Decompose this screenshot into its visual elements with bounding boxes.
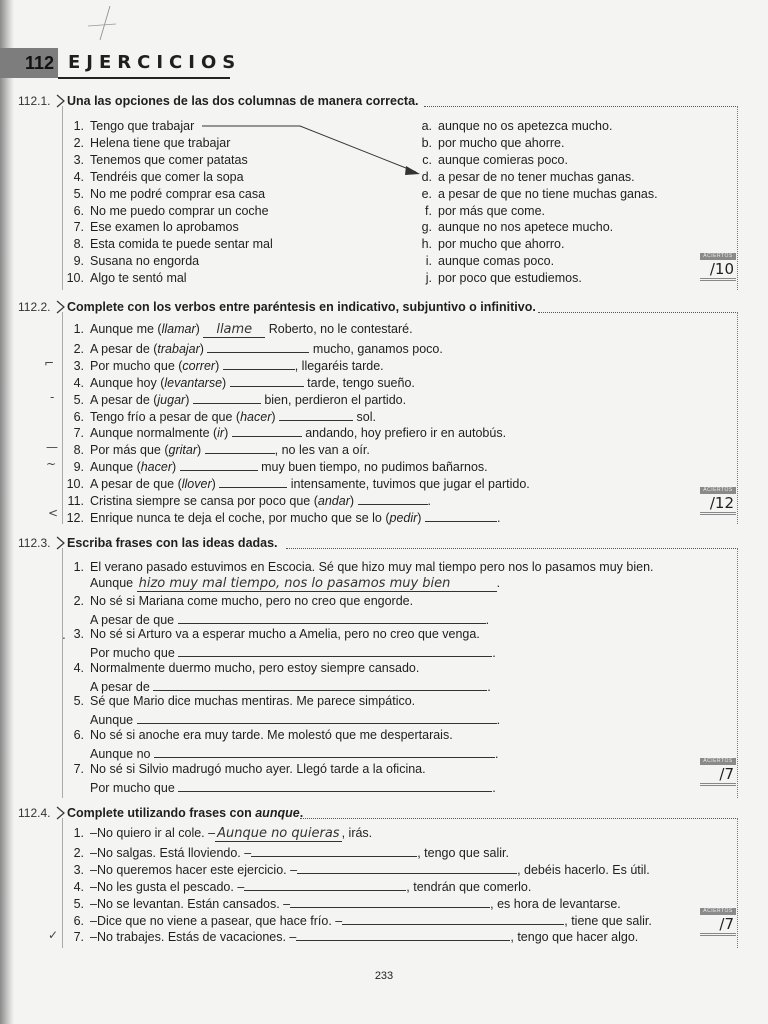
- list-item: [412, 153, 568, 167]
- answer-blank: hizo muy mal tiempo, nos lo pasamos muy bien: [137, 578, 497, 592]
- answer-start: Por mucho que: [90, 780, 175, 795]
- verb-hint: jugar: [157, 392, 186, 407]
- exercise-prompt: [64, 762, 426, 776]
- list-item: [64, 136, 230, 150]
- item-text: aunque comieras poco.: [438, 152, 568, 167]
- exercise-item: [64, 356, 384, 373]
- verb-hint: gritar: [168, 443, 197, 458]
- list-item: [64, 204, 269, 218]
- list-item: [64, 254, 199, 268]
- item-suffix: , tengo que hacer algo.: [510, 930, 639, 945]
- item-suffix: intensamente, tuvimos que jugar el partido.: [287, 477, 530, 492]
- item-number: 9.: [73, 254, 84, 269]
- list-item: [64, 220, 239, 234]
- item-mid: ): [349, 494, 358, 508]
- item-letter: b.: [421, 135, 432, 150]
- list-item: [412, 187, 658, 201]
- item-number: 6.: [73, 728, 84, 742]
- answer-blank: [251, 843, 417, 857]
- item-text: por mucho que ahorro.: [438, 237, 565, 252]
- list-item: [412, 204, 545, 218]
- item-mid: ): [224, 426, 232, 441]
- item-prefix: Por mucho que (: [90, 358, 183, 373]
- verb-hint: correr: [182, 358, 216, 373]
- item-number: 1.: [73, 322, 84, 336]
- item-prefix: Por más que (: [90, 443, 169, 458]
- answer-blank: [244, 877, 406, 891]
- item-prefix: Aunque me (: [90, 322, 162, 336]
- item-number: 8.: [73, 237, 84, 252]
- item-text: a pesar de no tener muchas ganas.: [438, 169, 635, 184]
- item-text: por más que come.: [438, 203, 545, 218]
- item-mid: ): [199, 341, 208, 356]
- item-letter: c.: [422, 152, 432, 167]
- item-suffix: , irás.: [341, 826, 373, 840]
- verb-hint: levantarse: [164, 375, 223, 390]
- list-item: [64, 170, 244, 184]
- section-title-emphasis: aunque: [255, 806, 300, 820]
- item-prefix: Aunque hoy (: [90, 375, 165, 390]
- verb-hint: ir: [217, 426, 225, 441]
- answer-blank: [297, 860, 517, 874]
- item-number: 5.: [73, 186, 84, 201]
- answer-start: Aunque: [90, 576, 134, 590]
- exercise-item: [64, 860, 650, 877]
- item-mid: ): [215, 358, 223, 373]
- answer-start: Aunque: [90, 713, 134, 728]
- answer-blank: [153, 677, 487, 691]
- exercise-item: [64, 927, 638, 944]
- list-item: [412, 237, 564, 251]
- exercise-answer-row: Por mucho que .: [90, 643, 496, 660]
- item-suffix: .: [496, 510, 501, 525]
- item-prefix: –No trabajes. Estás de vacaciones. –: [90, 930, 297, 945]
- item-suffix: , es hora de levantarse.: [490, 896, 621, 911]
- score-label: ACIERTOS: [700, 253, 736, 260]
- exercise-prompt: [64, 560, 654, 574]
- answer-blank: Aunque no quieras: [217, 826, 340, 841]
- answer-start: A pesar de que: [90, 612, 175, 627]
- verb-hint: llover: [181, 477, 212, 492]
- item-mid: ): [195, 322, 204, 336]
- item-suffix: , tengo que salir.: [417, 845, 509, 860]
- chapter-rule: [58, 77, 230, 79]
- answer-blank: [178, 610, 486, 624]
- answer-blank: [342, 911, 564, 925]
- item-suffix: bien, perdieron el partido.: [260, 392, 407, 407]
- item-suffix: mucho, ganamos poco.: [309, 341, 443, 356]
- exercise-prompt: [64, 594, 413, 608]
- section-number: 112.1.: [18, 94, 51, 108]
- list-item: [412, 271, 582, 285]
- pencil-tick: ✓: [48, 928, 59, 942]
- exercise-item: [64, 407, 376, 424]
- item-prefix: Tengo frío a pesar de que (: [90, 409, 241, 424]
- item-prefix: Aunque normalmente (: [90, 426, 218, 441]
- score-label: ACIERTOS: [700, 758, 736, 765]
- list-item: [64, 271, 187, 285]
- exercise-item: [64, 373, 415, 390]
- exercise-item: [64, 457, 488, 474]
- score-box: [700, 487, 736, 515]
- item-number: 6.: [73, 913, 84, 928]
- answer-blank: llame: [203, 324, 265, 338]
- answer-blank: [178, 778, 492, 792]
- item-number: 12.: [66, 510, 84, 525]
- item-number: 7.: [73, 761, 84, 776]
- item-question: El verano pasado estuvimos en Escocia. Sé que hizo muy mal tiempo pero nos lo pasamos muy bien.: [90, 560, 654, 574]
- item-number: 7.: [73, 220, 84, 235]
- exercise-item: [64, 508, 500, 525]
- answer-start: A pesar de: [90, 679, 150, 694]
- answer-start: Aunque no: [90, 747, 151, 761]
- verb-hint: pedir: [389, 510, 418, 525]
- score-box: [700, 908, 736, 936]
- exercise-item: [64, 339, 443, 356]
- answer-blank: [205, 440, 275, 454]
- exercise-item: [64, 826, 372, 842]
- exercise-item: [64, 423, 506, 440]
- exercise-item: [64, 474, 530, 491]
- item-prefix: –No les gusta el pescado. –: [90, 879, 245, 894]
- item-prefix: –No salgas. Está lloviendo. –: [90, 845, 252, 860]
- item-text: Tengo que trabajar: [90, 119, 195, 133]
- answer-blank: [425, 508, 497, 522]
- item-number: 6.: [73, 203, 84, 218]
- exercise-prompt: [64, 728, 453, 742]
- answer-blank: [178, 643, 492, 657]
- item-text: Tenemos que comer patatas: [90, 152, 248, 167]
- item-number: 5.: [73, 392, 84, 407]
- section-number: 112.4.: [18, 806, 51, 820]
- exercise-item: [64, 440, 370, 457]
- answer-start: Por mucho que: [90, 646, 175, 661]
- item-suffix: , debéis hacerlo. Es útil.: [517, 862, 650, 877]
- item-text: Helena tiene que trabajar: [90, 135, 231, 150]
- item-letter: e.: [421, 186, 432, 201]
- exercise-answer-row: Por mucho que .: [90, 778, 496, 795]
- item-number: 9.: [73, 460, 84, 475]
- answer-blank: [180, 457, 258, 471]
- item-mid: ): [271, 409, 280, 424]
- item-suffix: sol.: [353, 409, 376, 424]
- item-text: aunque comas poco.: [438, 254, 555, 269]
- item-prefix: A pesar de que (: [90, 477, 182, 492]
- answer-blank: [296, 927, 510, 941]
- item-number: 3.: [73, 358, 84, 373]
- item-letter: i.: [425, 254, 432, 269]
- answer-blank: [137, 710, 497, 724]
- exercise-prompt: [64, 627, 480, 641]
- item-number: 3.: [73, 627, 84, 642]
- item-number: 3.: [73, 152, 84, 167]
- item-text: Tendréis que comer la sopa: [90, 169, 244, 184]
- score-label: ACIERTOS: [700, 487, 736, 494]
- item-number: 10.: [66, 271, 84, 286]
- page-number: 233: [374, 970, 394, 982]
- item-text: No me podré comprar esa casa: [90, 186, 266, 201]
- item-text: Algo te sentó mal: [90, 271, 187, 286]
- item-text: Susana no engorda: [90, 254, 200, 269]
- item-number: 4.: [73, 375, 84, 390]
- item-number: 10.: [66, 477, 84, 492]
- score-value: /7: [700, 765, 736, 786]
- exercise-answer-row: A pesar de .: [90, 677, 491, 694]
- exercise-item: [64, 491, 431, 508]
- answer-blank: [230, 373, 304, 387]
- item-letter: d.: [421, 169, 432, 184]
- item-prefix: –Dice que no viene a pasear, que hace frío. –: [90, 913, 343, 928]
- item-prefix: Aunque (: [90, 460, 141, 475]
- answer-blank: [290, 894, 490, 908]
- answer-blank: [223, 356, 295, 370]
- score-value: /12: [700, 494, 736, 515]
- exercise-item: [64, 843, 509, 860]
- item-number: 1.: [73, 826, 84, 840]
- item-suffix: andando, hoy prefiero ir en autobús.: [301, 426, 507, 441]
- answer-blank: [154, 744, 495, 758]
- item-text: aunque no nos apetece mucho.: [438, 220, 614, 235]
- pencil-tick: .: [62, 628, 66, 642]
- item-number: 4.: [73, 169, 84, 184]
- section-number: 112.2.: [18, 300, 51, 314]
- item-letter: h.: [421, 237, 432, 252]
- item-letter: a.: [421, 119, 432, 133]
- list-item: [64, 237, 273, 251]
- item-prefix: –No se levantan. Están cansados. –: [90, 896, 291, 911]
- exercise-item: [64, 911, 652, 928]
- pencil-tick: ~: [46, 457, 57, 471]
- verb-hint: hacer: [240, 409, 272, 424]
- exercise-item: [64, 390, 406, 407]
- item-text: aunque no os apetezca mucho.: [438, 119, 613, 133]
- answer-blank: [193, 390, 261, 404]
- item-prefix: Enrique nunca te deja el coche, por mucho que se lo (: [90, 510, 390, 525]
- item-number: 2.: [73, 845, 84, 860]
- pencil-tick: <: [48, 506, 59, 520]
- exercise-answer-row: Aunque no .: [90, 744, 498, 761]
- item-prefix: –No queremos hacer este ejercicio. –: [90, 862, 298, 877]
- list-item: [412, 136, 564, 150]
- item-prefix: –No quiero ir al cole. –: [90, 826, 216, 840]
- item-number: 1.: [73, 119, 84, 133]
- score-label: ACIERTOS: [700, 908, 736, 915]
- verb-hint: llamar: [161, 322, 196, 336]
- item-letter: f.: [425, 203, 432, 218]
- item-number: 4.: [73, 879, 84, 894]
- item-text: por poco que estudiemos.: [438, 271, 582, 286]
- answer-blank: [207, 339, 309, 353]
- item-question: Sé que Mario dice muchas mentiras. Me parece simpático.: [90, 694, 416, 709]
- pencil-tick: ⌐: [44, 356, 55, 370]
- item-suffix: , tiene que salir.: [564, 913, 652, 928]
- item-suffix: muy buen tiempo, no pudimos bañarnos.: [257, 460, 488, 475]
- chapter-title: EJERCICIOS: [68, 52, 242, 73]
- list-item: [64, 187, 265, 201]
- item-number: 1.: [73, 560, 84, 574]
- item-mid: ): [211, 477, 220, 492]
- list-item: [412, 119, 612, 133]
- section-title-end: .: [299, 806, 304, 820]
- item-suffix: , tendrán que comerlo.: [406, 879, 532, 894]
- item-number: 5.: [73, 694, 84, 709]
- verb-hint: andar: [317, 494, 350, 508]
- item-text: Ese examen lo aprobamos: [90, 220, 239, 235]
- item-mid: ): [197, 443, 205, 458]
- item-number: 7.: [73, 426, 84, 441]
- score-value: /7: [700, 915, 736, 936]
- item-number: 2.: [73, 135, 84, 150]
- item-text: por mucho que ahorre.: [438, 135, 565, 150]
- verb-hint: hacer: [140, 460, 173, 475]
- item-number: 3.: [73, 862, 84, 877]
- item-mid: ): [417, 510, 425, 525]
- score-box: [700, 253, 736, 281]
- item-number: 4.: [73, 660, 84, 675]
- item-number: 8.: [73, 443, 84, 458]
- exercise-item: [64, 877, 531, 894]
- item-mid: ): [185, 392, 193, 407]
- item-question: Normalmente duermo mucho, pero estoy siempre cansado.: [90, 660, 420, 675]
- item-suffix: tarde, tengo sueño.: [303, 375, 415, 390]
- exercise-answer-row: Aunque hizo muy mal tiempo, nos lo pasamos muy bien .: [90, 576, 501, 591]
- exercise-answer-row: Aunque .: [90, 710, 500, 727]
- item-mid: ): [222, 375, 230, 390]
- list-item: [64, 153, 248, 167]
- item-number: 2.: [73, 341, 84, 356]
- list-item: [412, 170, 635, 184]
- item-suffix: , no les van a oír.: [274, 443, 370, 458]
- pencil-tick: —: [46, 440, 58, 454]
- item-question: No sé si Silvio madrugó mucho ayer. Llegó tarde a la oficina.: [90, 761, 426, 776]
- section-title-text: Complete utilizando frases con: [67, 806, 256, 820]
- exercise-prompt: [64, 661, 419, 675]
- item-number: 7.: [73, 930, 84, 945]
- answer-blank: [279, 407, 353, 421]
- item-letter: g.: [421, 220, 432, 235]
- item-mid: ): [172, 460, 180, 475]
- pencil-mark: [86, 4, 126, 44]
- section-title: Una las opciones de las dos columnas de manera correcta.: [67, 94, 419, 108]
- answer-blank: [219, 474, 287, 488]
- item-prefix: Cristina siempre se cansa por poco que (: [90, 494, 318, 508]
- exercise-answer-row: A pesar de que .: [90, 610, 489, 627]
- answer-blank: [358, 491, 428, 505]
- item-question: No sé si Arturo va a esperar mucho a Amelia, pero no creo que venga.: [90, 627, 480, 642]
- answer-blank: [232, 423, 302, 437]
- item-text: No me puedo comprar un coche: [90, 203, 269, 218]
- list-item: [412, 220, 613, 234]
- exercise-item: [64, 894, 621, 911]
- score-value: /10: [700, 260, 736, 281]
- verb-hint: trabajar: [157, 341, 200, 356]
- exercise-prompt: [64, 694, 415, 708]
- item-number: 6.: [73, 409, 84, 424]
- item-number: 5.: [73, 896, 84, 911]
- item-prefix: A pesar de (: [90, 392, 158, 407]
- score-box: [700, 758, 736, 786]
- exercise-item: [64, 322, 413, 338]
- section-title: Escriba frases con las ideas dadas.: [67, 536, 278, 550]
- chapter-number: 112: [0, 48, 58, 78]
- section-number: 112.3.: [18, 536, 51, 550]
- pencil-tick: -: [50, 390, 55, 404]
- item-text: Esta comida te puede sentar mal: [90, 237, 273, 252]
- list-item: [64, 119, 194, 133]
- item-question: No sé si Mariana come mucho, pero no creo que engorde.: [90, 593, 414, 608]
- item-suffix: .: [427, 494, 431, 508]
- item-number: 11.: [67, 494, 84, 508]
- item-number: 2.: [73, 593, 84, 608]
- item-letter: j.: [425, 271, 432, 286]
- scan-shadow: [0, 0, 14, 1024]
- list-item: [412, 254, 554, 268]
- item-suffix: Roberto, no le contestaré.: [265, 322, 413, 336]
- item-prefix: A pesar de (: [90, 341, 158, 356]
- item-text: a pesar de que no tiene muchas ganas.: [438, 186, 658, 201]
- item-question: No sé si anoche era muy tarde. Me molestó que me despertarais.: [90, 728, 453, 742]
- item-suffix: , llegaréis tarde.: [294, 358, 384, 373]
- section-title: Complete con los verbos entre paréntesis en indicativo, subjuntivo o infinitivo.: [67, 300, 536, 314]
